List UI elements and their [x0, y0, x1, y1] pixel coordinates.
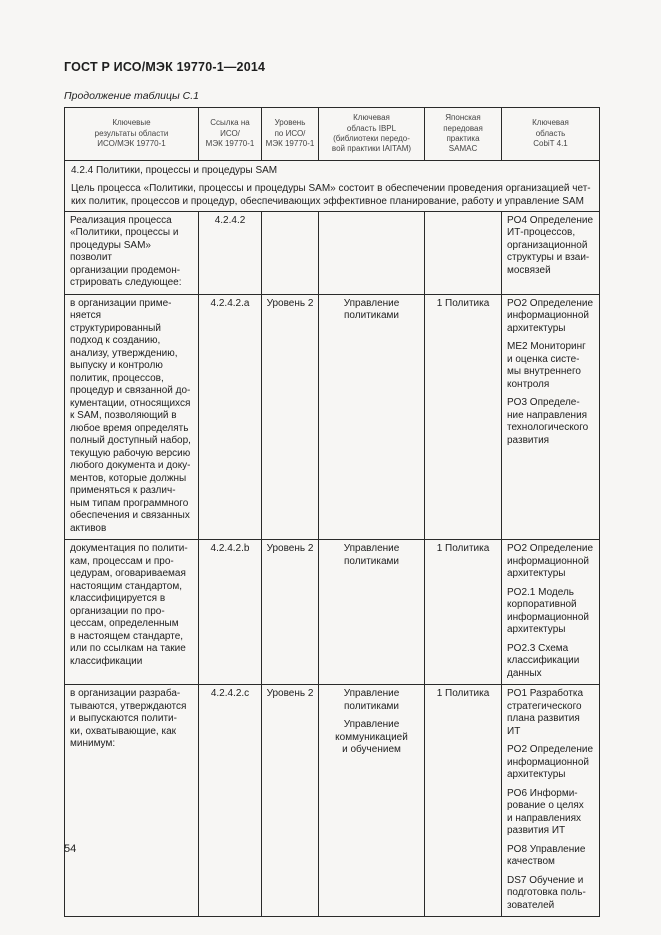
cobit-item: PO2.3 Схема классификации данных [507, 642, 580, 679]
cell-cobit [502, 211, 600, 294]
cell-cobit [502, 294, 600, 540]
table-continuation-caption: Продолжение таблицы С.1 [64, 90, 199, 102]
table-row [65, 294, 600, 540]
col-header-level: Уровень по ИСО/ МЭК 19770-1 [262, 108, 319, 161]
cell-cobit [502, 685, 600, 917]
ibpl-item: Управление коммуникацией и обучением [335, 719, 408, 755]
col-header-reference: Ссылка на ИСО/ МЭК 19770-1 [199, 108, 262, 161]
table-row [65, 540, 600, 685]
cell-samac [425, 211, 502, 294]
cell-reference: 4.2.4.2.b [199, 540, 262, 685]
cell-samac: 1 Политика [425, 294, 502, 540]
cobit-item: PO2 Определение информационной архитектуры [507, 297, 594, 334]
section-cell [65, 161, 600, 212]
section-purpose: Цель процесса «Политики, процессы и процедуры SAM» состоит в обеспечении проведения организацией чет- ких политик, процессов и процедур, обеспечивающих эффективное планирование, работу и управление SAM [71, 182, 591, 207]
cell-result: в организации приме- няется структурированный подход к созданию, анализу, утверждению, выпуску и контролю политик, процессов, процедур и связанной до- кументации, относящихся к SAM, позволяющий в любое время определять полный доступный набор, текущую рабочую версию любого документа и доку- ментов, которые должны применяться к различ- ным типам программного обеспечения и связанных активов [65, 294, 199, 540]
cell-ibpl [319, 211, 425, 294]
comparison-table [64, 107, 600, 917]
table-row [65, 685, 600, 917]
cell-ibpl [319, 685, 425, 917]
cell-ibpl [319, 294, 425, 540]
cell-ibpl [319, 540, 425, 685]
comparison-table-container [64, 107, 599, 917]
cobit-item: PO8 Управление качеством [507, 843, 586, 867]
cell-reference: 4.2.4.2.c [199, 685, 262, 917]
cell-cobit [502, 540, 600, 685]
cell-samac: 1 Политика [425, 540, 502, 685]
section-title: 4.2.4 Политики, процессы и процедуры SAM [71, 165, 278, 176]
cell-samac: 1 Политика [425, 685, 502, 917]
table-row [65, 211, 600, 294]
col-header-results: Ключевые результаты области ИСО/МЭК 19770-1 [65, 108, 199, 161]
cell-reference: 4.2.4.2.a [199, 294, 262, 540]
cobit-item: PO6 Информи- рование о целях и направлениях развития ИТ [507, 787, 584, 836]
table-header-row [65, 108, 600, 161]
cobit-item: PO4 Определение ИТ-процессов, организационной структуры и взаи- мосвязей [507, 214, 594, 276]
cell-result: Реализация процесса «Политики, процессы и процедуры SAM» позволит организации продемон- стрировать следующее: [65, 211, 199, 294]
cell-result: в организации разраба- тываются, утверждаются и выпускаются полити- ки, охватывающие, как минимум: [65, 685, 199, 917]
cobit-item: PO2 Определение информационной архитектуры [507, 744, 594, 780]
col-header-ibpl: Ключевая область IBPL (библиотеки передо- вой практики IAITAM) [319, 108, 425, 161]
ibpl-item: Управление политиками [343, 543, 400, 567]
cell-level: Уровень 2 [262, 294, 319, 540]
cobit-item: PO3 Определе- ние направления технологического развития [507, 397, 589, 446]
cobit-item: PO1 Разработка стратегического плана развития ИТ [507, 688, 584, 737]
section-row [65, 161, 600, 212]
col-header-cobit: Ключевая область CobiT 4.1 [502, 108, 600, 161]
cobit-item: DS7 Обучение и подготовка поль- зователей [507, 874, 586, 911]
cell-result: документация по полити- кам, процессам и про- цедурам, оговариваемая настоящим стандартом, классифицируется в организации по про- цессам, определенным в настоящем стандарте, или по ссылкам на такие классификации [65, 540, 199, 685]
document-title: ГОСТ Р ИСО/МЭК 19770-1—2014 [64, 60, 266, 74]
cell-level: Уровень 2 [262, 685, 319, 917]
cell-level [262, 211, 319, 294]
cell-reference: 4.2.4.2 [199, 211, 262, 294]
col-header-samac: Японская передовая практика SAMAC [425, 108, 502, 161]
cobit-item: PO2.1 Модель корпоративной информационной архитектуры [507, 586, 589, 635]
page-number: 54 [64, 843, 77, 855]
ibpl-item: Управление политиками [343, 688, 400, 712]
cell-level: Уровень 2 [262, 540, 319, 685]
cobit-item: PO2 Определение информационной архитектуры [507, 543, 594, 579]
cobit-item: ME2 Мониторинг и оценка систе- мы внутреннего контроля [507, 341, 586, 390]
ibpl-item: Управление политиками [343, 297, 400, 321]
